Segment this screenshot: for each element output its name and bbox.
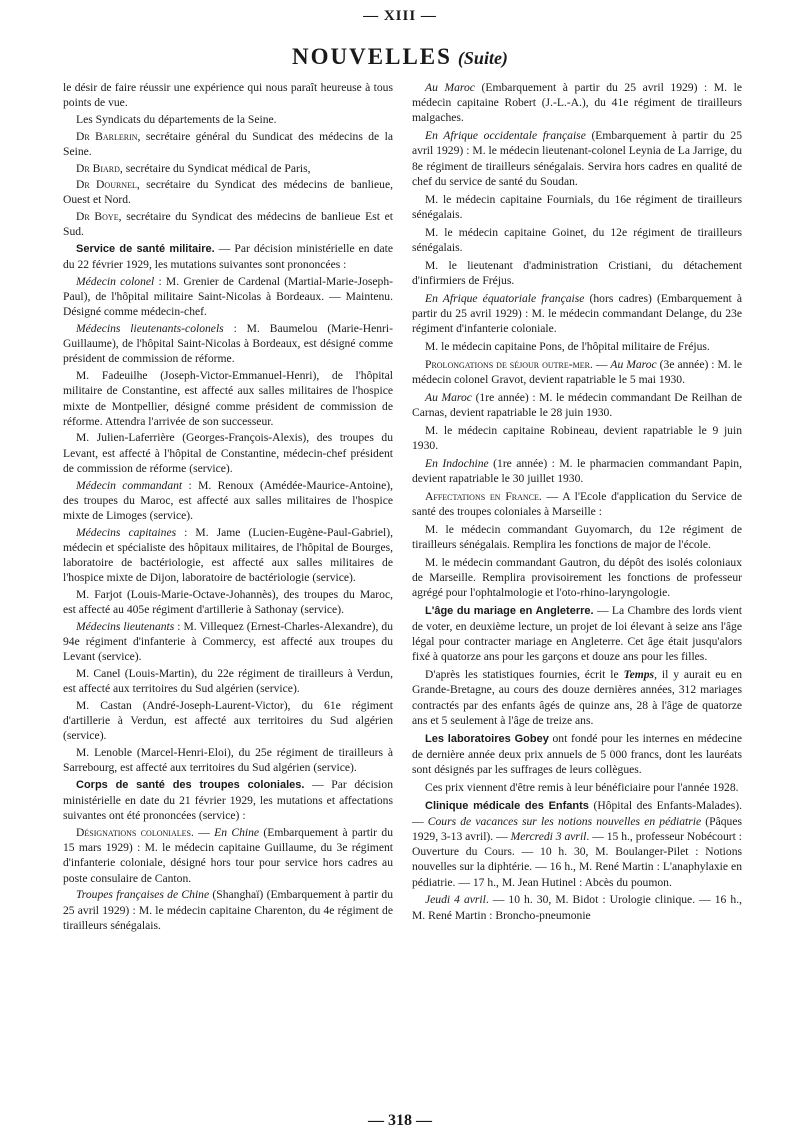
rank-label: Médecin colonel: [76, 274, 155, 288]
right-column: [412, 80, 742, 925]
paragraph-text: (Embarquement à partir du 15 mars 1929) : M. le médecin capitaine Guillaume, du 3e régiment d'infanterie coloniale, désigné hors tour pour service hors cadres au poste consulaire de Canton.: [63, 826, 393, 885]
paragraph: [412, 390, 742, 420]
paragraph-text: : M. Jame (Lucien-Eugène-Paul-Gabriel), médecin et spécialiste des hôpitaux militaires, de l'hôpital de Bourges, laboratoire de bactériologie, est affecté aux salles militaires de l'hospice mixte de Dijon, laboratoire de bactériologie (service).: [63, 525, 393, 585]
paragraph: [412, 603, 742, 665]
paragraph: [412, 80, 742, 126]
paragraph-text: (Embarquement à partir du 25 avril 1929) : M. le médecin lieutenant-colonel Leynia de La Jarrige, du 8e régiment de tirailleurs sénégalais. Servira hors cadres en qualité de chef du service de santé du Soudan.: [412, 129, 742, 188]
place-label: En Indochine: [425, 456, 489, 470]
paragraph: [63, 177, 393, 207]
paragraph: [63, 241, 393, 272]
paragraph-text: (Embarquement à partir du 25 avril 1929) : M. le médecin capitaine Robert (J.-L.-A.), du 41e régiment de tirailleurs malgaches.: [412, 81, 742, 125]
paragraph-text: (hors cadres) (Embarquement à partir du 25 avril 1929) : M. le médecin commandant Delange, du 23e régiment d'infanterie coloniale.: [412, 291, 742, 336]
news-heading: Service de santé militaire.: [76, 243, 215, 256]
page-number: — 318 —: [368, 1112, 432, 1129]
paragraph: [412, 731, 742, 778]
paragraph: [412, 667, 742, 728]
paragraph: [63, 129, 393, 159]
paragraph-text: (Shanghaï) (Embarquement à partir du 25 avril 1929) : M. le médecin capitaine Charenton, du 4e régiment de tirailleurs sénégalais.: [63, 888, 393, 932]
paragraph: [63, 525, 393, 586]
paragraph-text: — Par décision ministérielle en date du 21 février 1929, les mutations et affectations suivantes ont été prononcées (service) :: [63, 777, 393, 823]
paragraph-text: . — 15 h., professeur Nobécourt : Ouverture du Cours. — 10 h. 30, M. Boulanger-Pilet : Notions nouvelles sur la diphtérie. — 16 h., M. René Martin : L'anaphylaxie en pédiatrie. — 17 h., M. Jean Hutinel : Abcès du poumon.: [412, 830, 742, 889]
paragraph: M. le médecin capitaine Goinet, du 12e régiment de tirailleurs sénégalais.: [412, 225, 742, 254]
section-header: [0, 44, 800, 70]
place-label: Au Maroc: [425, 81, 475, 94]
rank-label: Médecins lieutenants-colonels: [76, 322, 224, 336]
rank-label: Médecin commandant: [76, 478, 183, 492]
paragraph-text: , secrétaire du Syndicat des médecins de banlieue Est et Sud.: [63, 210, 393, 239]
paragraph: M. le médecin commandant Guyomarch, du 12e régiment de tirailleurs sénégalais. Remplira les fonctions de major de l'école.: [412, 522, 742, 551]
paragraph-text: — La Chambre des lords vient de voter, en deuxième lecture, un projet de loi élevant à seize ans l'âge légal pour contracter mariage en Angleterre. Cet âge était jusqu'alors fixé à quatorze ans pour les garçons et douze ans pour les filles.: [412, 603, 742, 664]
place-label: En Chine: [214, 826, 260, 840]
paragraph: [63, 209, 393, 239]
paragraph: [412, 456, 742, 486]
paragraph: M. Lenoble (Marcel-Henri-Eloi), du 25e régiment de tirailleurs à Sarrebourg, est affecté aux territoires du Sud algérien (service).: [63, 746, 393, 775]
paragraph: M. le médecin commandant Gautron, du dépôt des isolés coloniaux de Marseille. Remplira provisoirement les fonctions de professeur agrégé pour l'ophtalmologie et l'oto-rhino-laryngologie.: [412, 555, 742, 600]
paragraph: [412, 489, 742, 519]
paragraph-text: (1re année) : M. le médecin commandant De Reilhan de Carnas, devient rapatriable le 28 juin 1930.: [412, 390, 742, 419]
place-label: Troupes françaises de Chine: [76, 888, 210, 902]
paragraph-text: , il y aurait eu en Grande-Bretagne, au cours des douze dernières années, 312 mariages contractés par des enfants âgés de quinze ans, 28 à l'âge de quatorze ans et 5 seulement à l'âge de treize ans.: [412, 668, 742, 727]
paragraph: [63, 777, 393, 824]
paragraph-text: : M. Renoux (Amédée-Maurice-Antoine), des troupes du Maroc, est affecté aux salles militaires de l'hospice mixte de Limoges (service).: [63, 478, 393, 522]
paragraph: M. le médecin capitaine Pons, de l'hôpital militaire de Fréjus.: [425, 339, 710, 353]
paragraph-text: . — 10 h. 30, M. Bidot : Urologie clinique. — 16 h., M. René Martin : Broncho-pneumonie: [412, 893, 742, 922]
subsection-heading: Prolongations de séjour outre-mer.: [425, 357, 593, 371]
left-column: [63, 80, 393, 934]
paragraph: [412, 291, 742, 337]
paragraph: [63, 478, 393, 524]
paragraph: [63, 619, 393, 665]
place-label: Au Maroc: [425, 390, 472, 404]
roman-page-number: — XIII —: [363, 8, 437, 24]
section-title: NOUVELLES: [292, 44, 452, 69]
news-heading: Clinique médicale des Enfants: [425, 799, 589, 812]
paragraph-text: — Par décision ministérielle en date du 22 février 1929, les mutations suivantes sont prononcées :: [63, 242, 393, 272]
paragraph: Les Syndicats du départements de la Seine.: [76, 112, 277, 126]
person-name: Dr Dournel: [76, 178, 137, 192]
date-label: Mercredi 3 avril: [510, 830, 587, 844]
paragraph-text: : M. Grenier de Cardenal (Martial-Marie-Joseph-Paul), de l'hôpital militaire Saint-Nicolas à Bordeaux. — Maintenu. Désigné comme médecin-chef.: [63, 274, 394, 319]
paragraph-text: : M. Villequez (Ernest-Charles-Alexandre), du 94e régiment d'infanterie à Commercy, est affecté aux troupes du Levant (service).: [63, 619, 393, 664]
paragraph-text: (Hôpital des Enfants-Malades). —: [412, 798, 742, 828]
place-label: En Afrique équatoriale française: [425, 291, 585, 305]
dash: —: [193, 826, 215, 840]
person-name: Dr Barlerin: [76, 129, 138, 143]
paragraph: [412, 892, 742, 922]
dash: —: [592, 357, 611, 371]
paragraph: M. Castan (André-Joseph-Laurent-Victor), du 61e régiment d'artillerie à Verdun, est affecté aux territoires du Sud algérien (service).: [63, 698, 393, 743]
paragraph: [412, 798, 742, 890]
paragraph-text: — A l'Ecole d'application du Service de santé des troupes coloniales à Marseille :: [412, 489, 742, 518]
person-name: Dr Biard: [76, 161, 120, 175]
paragraph: Ces prix viennent d'être remis à leur bénéficiaire pour l'année 1928.: [425, 780, 739, 794]
newspaper-name: Temps: [623, 668, 655, 682]
paragraph-text: (Pâques 1929, 3-13 avril). —: [412, 814, 742, 844]
paragraph-text: , secrétaire général du Sundicat des médecins de la Seine.: [63, 129, 393, 158]
course-title: Cours de vacances sur les notions nouvelles en pédiatrie: [427, 814, 702, 828]
paragraph-text: : M. Baumelou (Marie-Henri-Guillaume), de l'hôpital Saint-Nicolas à Bordeaux, est désigné comme président de commission de réforme.: [63, 322, 393, 366]
paragraph: [63, 887, 393, 933]
news-heading: Corps de santé des troupes coloniales.: [76, 778, 305, 791]
paragraph-text: , secrétaire du Syndicat médical de Paris,: [119, 161, 311, 175]
paragraph-text: (1re année) : M. le pharmacien commandant Papin, devient rapatriable le 30 juillet 1930.: [412, 456, 742, 485]
paragraph: M. Fadeuilhe (Joseph-Victor-Emmanuel-Henri), de l'hôpital militaire de Constantine, est affecté aux salles militaires de l'hospice mixte de Montpellier, désigné comme président de commission de réforme. Attendra l'arrivée de son successeur.: [63, 369, 393, 428]
paragraph-text: , secrétaire du Syndicat des médecins de banlieue, Ouest et Nord.: [63, 178, 394, 207]
paragraph-text: D'après les statistiques fournies, écrit le: [425, 668, 624, 682]
paragraph: M. le médecin capitaine Robineau, devient rapatriable le 9 juin 1930.: [412, 423, 742, 452]
paragraph: [412, 128, 742, 189]
paragraph: [412, 357, 742, 387]
rank-label: Médecins capitaines: [76, 525, 177, 539]
paragraph: M. le médecin capitaine Fournials, du 16e régiment de tirailleurs sénégalais.: [412, 192, 742, 221]
date-label: Jeudi 4 avril: [425, 893, 486, 907]
paragraph: [63, 321, 393, 367]
paragraph-text: (3e année) : M. le médecin colonel Gravot, devient rapatriable le 5 mai 1930.: [412, 357, 743, 386]
news-heading: L'âge du mariage en Angleterre.: [425, 604, 594, 617]
paragraph-text: ont fondé pour les internes en médecine de dernière année deux prix annuels de 5 000 francs, dont les lauréats sont désignés par les suffrages de leurs collègues.: [412, 731, 742, 777]
paragraph: le désir de faire réussir une expérience qui nous paraît heureuse à tous points de vue.: [63, 81, 393, 110]
subsection-heading: Affectations en France.: [425, 489, 542, 503]
paragraph: [63, 274, 393, 320]
paragraph: M. Canel (Louis-Martin), du 22e régiment de tirailleurs à Verdun, est affecté aux territoires du Sud algérien (service).: [63, 667, 393, 696]
paragraph: M. Julien-Laferrière (Georges-François-Alexis), des troupes du Levant, est affecté à l'hôpital de Constantine, médecin-chef président de commission de réforme (service).: [63, 431, 393, 475]
person-name: Dr Boye: [76, 210, 119, 224]
news-heading: Les laboratoires Gobey: [425, 732, 549, 745]
paragraph: [63, 825, 393, 886]
rank-label: Médecins lieutenants: [76, 619, 175, 633]
subsection-heading: Désignations coloniales.: [76, 826, 194, 840]
place-label: En Afrique occidentale française: [425, 129, 586, 143]
paragraph: M. Farjot (Louis-Marie-Octave-Johannès), des troupes du Maroc, est affecté au 405e régiment d'artillerie à Sathonay (service).: [63, 588, 393, 617]
paragraph: M. le lieutenant d'administration Cristiani, du détachement d'infirmiers de Fréjus.: [412, 258, 742, 287]
place-label: Au Maroc: [610, 357, 657, 371]
paragraph: [63, 161, 393, 176]
section-title-suffix: (Suite): [457, 48, 508, 68]
